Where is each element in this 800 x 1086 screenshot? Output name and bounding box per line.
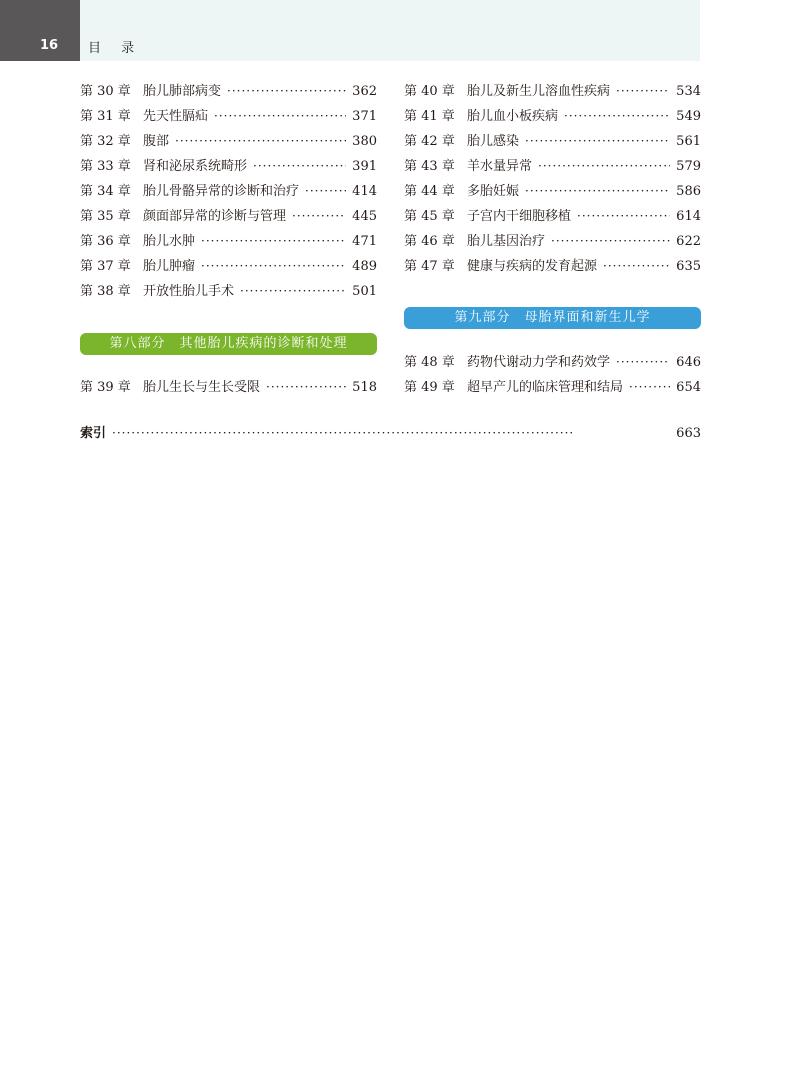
chapter-title: 胎儿肺部病变 <box>143 84 222 99</box>
page-ref: 471 <box>352 234 377 249</box>
leader-dots <box>292 204 346 229</box>
chapter-title: 胎儿肿瘤 <box>143 259 196 274</box>
chapter-number: 第 32 章 <box>80 134 131 149</box>
toc-entry[interactable] <box>80 79 377 104</box>
toc-entry[interactable] <box>404 129 701 154</box>
index-entry[interactable] <box>80 421 701 446</box>
leader-dots <box>603 254 670 279</box>
page-ref: 561 <box>676 134 701 149</box>
chapter-title: 胎儿生长与生长受限 <box>143 380 261 395</box>
leader-dots <box>616 350 670 375</box>
toc-entry[interactable] <box>80 179 377 204</box>
chapter-number: 第 38 章 <box>80 284 131 299</box>
chapter-number: 第 46 章 <box>404 234 455 249</box>
toc-left-column <box>80 79 377 400</box>
toc-entry[interactable] <box>404 154 701 179</box>
page-ref: 586 <box>676 184 701 199</box>
page-ref: 391 <box>352 159 377 174</box>
toc-entry[interactable] <box>404 350 701 375</box>
chapter-number: 第 43 章 <box>404 159 455 174</box>
toc-entry[interactable] <box>404 229 701 254</box>
part-eight-banner[interactable]: 第八部分 其他胎儿疾病的诊断和处理 <box>80 333 377 355</box>
toc-entry[interactable] <box>80 375 377 400</box>
leader-dots <box>240 279 346 304</box>
chapter-number: 第 44 章 <box>404 184 455 199</box>
toc-entry[interactable] <box>80 154 377 179</box>
toc-entry[interactable] <box>404 104 701 129</box>
page-ref: 635 <box>676 259 701 274</box>
chapter-title: 腹部 <box>143 134 170 149</box>
chapter-number: 第 31 章 <box>80 109 131 124</box>
toc-right-column <box>404 79 701 400</box>
page-ref: 654 <box>676 380 701 395</box>
chapter-number: 第 37 章 <box>80 259 131 274</box>
chapter-number: 第 33 章 <box>80 159 131 174</box>
leader-dots <box>227 79 346 104</box>
leader-dots <box>253 154 346 179</box>
page-ref: 614 <box>676 209 701 224</box>
chapter-number: 第 45 章 <box>404 209 455 224</box>
toc-entry[interactable] <box>80 279 377 304</box>
chapter-number: 第 36 章 <box>80 234 131 249</box>
toc-entry[interactable] <box>404 375 701 400</box>
chapter-number: 第 41 章 <box>404 109 455 124</box>
leader-dots <box>564 104 670 129</box>
chapter-title: 胎儿骨骼异常的诊断和治疗 <box>143 184 300 199</box>
chapter-title: 羊水量异常 <box>467 159 533 174</box>
page-ref: 501 <box>352 284 377 299</box>
page-ref: 549 <box>676 109 701 124</box>
toc-entry[interactable] <box>404 179 701 204</box>
toc-entry[interactable] <box>404 79 701 104</box>
page-ref: 414 <box>352 184 377 199</box>
running-header-title: 目 录 <box>88 41 143 56</box>
chapter-title: 胎儿水肿 <box>143 234 196 249</box>
page-ref: 518 <box>352 380 377 395</box>
toc-entry[interactable] <box>80 204 377 229</box>
leader-dots <box>525 129 670 154</box>
page-ref: 380 <box>352 134 377 149</box>
chapter-title: 开放性胎儿手术 <box>143 284 235 299</box>
chapter-title: 子宫内干细胞移植 <box>467 209 572 224</box>
leader-dots <box>305 179 346 204</box>
chapter-title: 颜面部异常的诊断与管理 <box>143 209 287 224</box>
toc-entry[interactable] <box>404 254 701 279</box>
chapter-number: 第 39 章 <box>80 380 131 395</box>
chapter-number: 第 42 章 <box>404 134 455 149</box>
page-ref: 663 <box>676 426 701 441</box>
leader-dots <box>629 375 670 400</box>
leader-dots <box>616 79 670 104</box>
page-number: 16 <box>40 38 59 53</box>
page-ref: 534 <box>676 84 701 99</box>
chapter-number: 第 30 章 <box>80 84 131 99</box>
chapter-title: 胎儿血小板疾病 <box>467 109 559 124</box>
chapter-title: 胎儿感染 <box>467 134 520 149</box>
chapter-title: 肾和泌尿系统畸形 <box>143 159 248 174</box>
leader-dots <box>525 179 670 204</box>
leader-dots <box>175 129 346 154</box>
chapter-title: 健康与疾病的发育起源 <box>467 259 598 274</box>
page-ref: 371 <box>352 109 377 124</box>
leader-dots <box>551 229 670 254</box>
part-nine-banner[interactable]: 第九部分 母胎界面和新生儿学 <box>404 307 701 329</box>
index-label: 索引 <box>80 426 107 441</box>
leader-dots <box>577 204 670 229</box>
chapter-title: 胎儿基因治疗 <box>467 234 546 249</box>
chapter-number: 第 47 章 <box>404 259 455 274</box>
leader-dots <box>266 375 346 400</box>
chapter-number: 第 34 章 <box>80 184 131 199</box>
toc-entry[interactable] <box>80 129 377 154</box>
page-ref: 362 <box>352 84 377 99</box>
leader-dots <box>214 104 346 129</box>
chapter-title: 超早产儿的临床管理和结局 <box>467 380 624 395</box>
page-ref: 445 <box>352 209 377 224</box>
toc-entry[interactable] <box>404 204 701 229</box>
toc-entry[interactable] <box>80 229 377 254</box>
page-ref: 579 <box>676 159 701 174</box>
page-ref: 489 <box>352 259 377 274</box>
chapter-number: 第 48 章 <box>404 355 455 370</box>
leader-dots <box>538 154 670 179</box>
page-ref: 622 <box>676 234 701 249</box>
leader-dots <box>201 254 346 279</box>
toc-entry[interactable] <box>80 104 377 129</box>
leader-dots <box>201 229 346 254</box>
chapter-title: 药物代谢动力学和药效学 <box>467 355 611 370</box>
toc-entry[interactable] <box>80 254 377 279</box>
chapter-title: 先天性膈疝 <box>143 109 209 124</box>
chapter-number: 第 35 章 <box>80 209 131 224</box>
chapter-title: 胎儿及新生儿溶血性疾病 <box>467 84 611 99</box>
leader-dots <box>112 421 670 446</box>
chapter-title: 多胎妊娠 <box>467 184 520 199</box>
chapter-number: 第 40 章 <box>404 84 455 99</box>
chapter-number: 第 49 章 <box>404 380 455 395</box>
page-ref: 646 <box>676 355 701 370</box>
